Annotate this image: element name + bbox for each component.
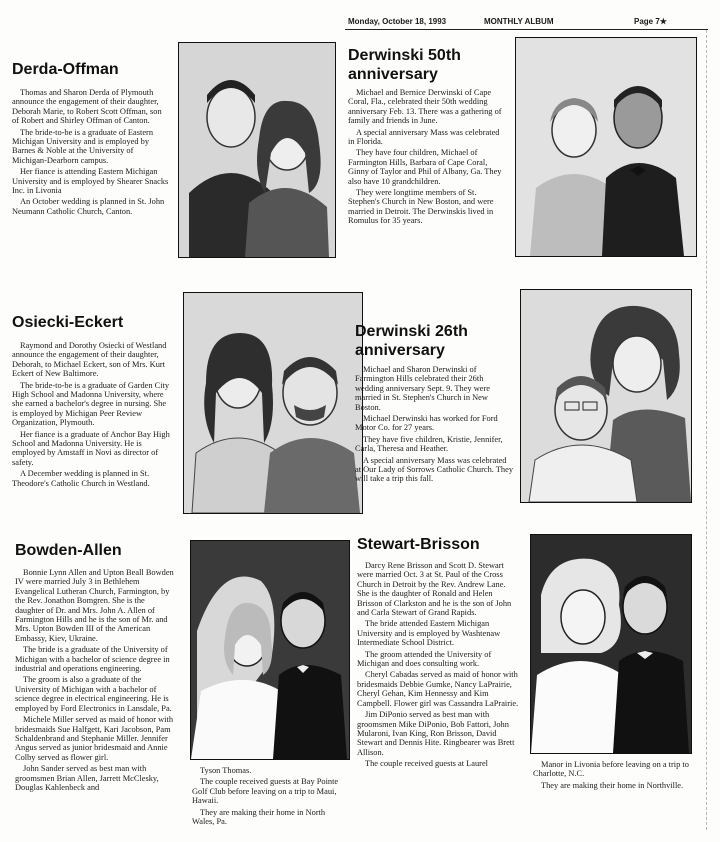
headline-derwinski-50th: Derwinski 50th anniversary	[348, 47, 461, 83]
headline-derwinski-26th: Derwinski 26th anniversary	[355, 323, 468, 359]
paragraph: Darcy Rene Brisson and Scott D. Stewart were married Oct. 3 at St. Paul of the Cross Church in Detroit by the Rev. Andrew Lane. She is the daughter of Ronald and Helen Brisson of Clarkston and he is the son of John and Carla Stewart of Grand Rapids.	[357, 561, 512, 618]
paragraph: They are making their home in Northville.	[541, 780, 684, 790]
paragraph: Raymond and Dorothy Osiecki of Westland announce the engagement of their daughter, Deborah, to Michael Eckert, son of Mrs. Kurt Eckert of New Baltimore.	[12, 341, 167, 379]
paragraph: Cheryl Cabadas served as maid of honor with bridesmaids Debbie Gumke, Nancy LaPrairie, Cheryl Gehan, Kim Hennessy and Kim Campbell. Flower girl was Cassandra LaPrairie.	[357, 670, 519, 708]
paragraph: They were longtime members of St. Stephen's Church in New Boston, and were married in Detroit. The Derwinskis lived in Romulus for 35 years.	[348, 188, 494, 226]
paragraph: They have five children, Kristie, Jennifer, Carla, Theresa and Heather.	[355, 434, 503, 454]
paragraph: Tyson Thomas.	[200, 766, 252, 775]
paragraph: The couple received guests at Bay Pointe Golf Club before leaving on a trip to Maui, Hawaii.	[192, 777, 339, 806]
paragraph: Jim DiPonio served as best man with groomsmen Mike DiPonio, Bob Fattori, John Mularoni, Ivan King, Ron Brisson, David Stewart and Dennis Hite. Ringbearer was Brett Allison.	[357, 710, 515, 757]
headline-derda-offman: Derda-Offman	[12, 61, 119, 78]
couple-portrait-photo	[179, 43, 335, 257]
paragraph: An October wedding is planned in St. John Neumann Catholic Church, Canton.	[12, 197, 165, 216]
paragraph: Her fiance is a graduate of Anchor Bay High School and Madonna University. He is employed by Amstaff in Novi as director of safety.	[12, 429, 170, 467]
article-derwinski-50th	[348, 88, 506, 228]
paragraph: The bride is a graduate of the University of Michigan with a bachelor of science degree in industrial and operations engineering.	[15, 645, 170, 674]
couple-portrait-photo	[184, 293, 362, 513]
article-stewart-brisson-continued	[533, 760, 693, 792]
photo-stewart-brisson	[530, 534, 692, 754]
paragraph: Her fiance is attending Eastern Michigan University and is employed by Shearer Snacks Inc. in Livonia	[12, 167, 169, 196]
paragraph: A special anniversary Mass was celebrated at Our Lady of Sorrows Catholic Church. They will take a trip this fall.	[355, 455, 514, 484]
paragraph: The couple received guests at Laurel	[365, 759, 489, 769]
headline-osiecki-eckert: Osiecki-Eckert	[12, 314, 124, 331]
issue-date: Monday, October 18, 1993	[348, 17, 447, 26]
article-derda-offman	[12, 88, 170, 218]
paragraph: John Sander served as best man with groomsmen Brian Allen, Jarrett McClesky, Douglas Kahlenbeck and	[15, 764, 159, 792]
article-stewart-brisson	[357, 561, 519, 771]
paragraph: The bride-to-be is a graduate of Eastern Michigan University and is employed by Barnes & Noble at the University of Michigan-Dearborn campus.	[12, 127, 154, 165]
paragraph: A December wedding is planned in St. Theodore's Catholic Church in Westland.	[12, 469, 150, 488]
page-number: Page 7★	[634, 17, 667, 26]
paragraph: The bride attended Eastern Michigan University and is employed by Washtenaw Intermediate School District.	[357, 619, 501, 648]
paragraph: They are making their home in North Wales, Pa.	[192, 807, 326, 827]
paragraph: They have four children, Michael of Farmington Hills, Barbara of Cape Coral, Ginny of Taylor and Phil of Albany, Ga. They also have 10 grandchildren.	[348, 148, 502, 186]
paragraph: Michael and Sharon Derwinski of Farmington Hills celebrated their 26th wedding anniversary Sept. 9. They were married in St. Stephen's Church in New Boston.	[355, 365, 490, 412]
article-derwinski-26th	[355, 365, 513, 486]
photo-derwinski-50th	[515, 37, 697, 257]
paragraph: The groom attended the University of Michigan and does consulting work.	[357, 649, 492, 669]
couple-portrait-photo	[516, 38, 696, 256]
paragraph: Bonnie Lynn Allen and Upton Beall Bowden IV were married July 3 in Bethlehem Evangelical Lutheran Church, Farmington, by the Rev. Jonathon Bomgren. She is the daughter of Dr. and Mrs. John A. Allen of Farmington Hills and he is the son of Mr. and Mrs. Upton Bowden III of the American Embassy, Kiev, Ukraine.	[15, 568, 174, 643]
margin-dash-rule	[706, 30, 707, 830]
article-bowden-allen-continued	[192, 766, 348, 828]
couple-portrait-photo	[521, 290, 691, 502]
headline-stewart-brisson: Stewart-Brisson	[357, 536, 480, 553]
wedding-couple-photo	[531, 535, 691, 753]
header-rule	[345, 29, 708, 30]
paragraph: Thomas and Sharon Derda of Plymouth announce the engagement of their daughter, Deborah Marie, to Robert Scott Offman, son of Robert and Shirley Offman of Canton.	[12, 88, 162, 126]
paragraph: Michele Miller served as maid of honor with bridesmaids Sue Halfgett, Kari Jacobson, Pam Schaldenbrand and Stephanie Miller. Jennifer Angus served as junior bridesmaid and Annie Colby served as flower girl.	[15, 715, 174, 762]
paragraph: Manor in Livonia before leaving on a trip to Charlotte, N.C.	[533, 760, 689, 779]
paragraph: A special anniversary Mass was celebrated in Florida.	[348, 127, 500, 147]
paragraph: The groom is also a graduate of the University of Michigan with a bachelor of science degree in electrical engineering. He is employed by Ford Electronics in Lansdale, Pa.	[15, 675, 172, 713]
photo-derwinski-26th	[520, 289, 692, 503]
article-bowden-allen	[15, 568, 175, 794]
paragraph: Michael Derwinski has worked for Ford Motor Co. for 27 years.	[355, 414, 498, 433]
paragraph: Michael and Bernice Derwinski of Cape Coral, Fla., celebrated their 50th wedding anniversary Feb. 13. There was a gathering of family and friends in June.	[348, 88, 502, 126]
paragraph: The bride-to-be is a graduate of Garden City High School and Madonna University, where she earned a bachelor's degree in nursing. She is employed by Michigan Peer Review Organization, Plymouth.	[12, 380, 170, 428]
photo-derda-offman	[178, 42, 336, 258]
photo-bowden-allen	[190, 540, 350, 760]
wedding-couple-photo	[191, 541, 349, 759]
article-osiecki-eckert	[12, 341, 170, 490]
photo-osiecki-eckert	[183, 292, 363, 514]
section-name: MONTHLY ALBUM	[484, 17, 554, 26]
headline-bowden-allen: Bowden-Allen	[15, 542, 122, 559]
